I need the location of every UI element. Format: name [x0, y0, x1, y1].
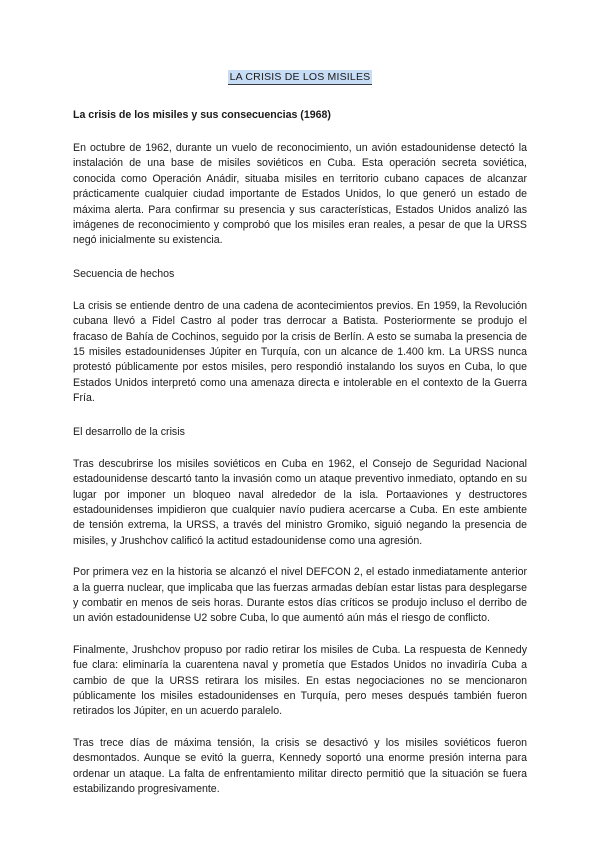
- document-title-text[interactable]: LA CRISIS DE LOS MISILES: [229, 71, 371, 83]
- document-page: [73, 68, 527, 813]
- document-title: [73, 68, 527, 86]
- paragraph: Tras descubrirse los misiles soviéticos en Cuba en 1962, el Consejo de Seguridad Nacional estadounidense descartó tanto la invasión como un ataque preventivo inmediato, optando en su lugar por imponer un bloqueo naval alrededor de la isla. Portaaviones y destructores estadounidenses impidieron que cualquier navío pudiera acercarse a Cuba. En este ambiente de tensión extrema, la URSS, a través del ministro Gromiko, siguió negando la presencia de misiles, y Jrushchov calificó la actitud estadounidense como una agresión.: [73, 457, 527, 547]
- paragraph: La crisis se entiende dentro de una cadena de acontecimientos previos. En 1959, la Revolución cubana llevó a Fidel Castro al poder tras derrocar a Batista. Posteriormente se produjo el fracaso de Bahía de Cochinos, seguido por la crisis de Berlín. A esto se sumaba la presencia de 15 misiles estadounidenses Júpiter en Turquía, con un alcance de 1.400 km. La URSS nunca protestó públicamente por estos misiles, pero respondió instalando los suyos en Cuba, lo que Estados Unidos interpretó como una amenaza directa e intolerable en el contexto de la Guerra Fría.: [73, 299, 527, 405]
- paragraph: Finalmente, Jrushchov propuso por radio retirar los misiles de Cuba. La respuesta de Kennedy fue clara: eliminaría la cuarentena naval y prometía que Estados Unidos no invadiría Cuba a cambio de que la URSS retirara los misiles. En estas negociaciones no se mencionaron públicamente los misiles estadounidenses en Turquía, pero meses después también fueron retirados los Júpiter, en un acuerdo paralelo.: [73, 643, 527, 718]
- paragraph: Por primera vez en la historia se alcanzó el nivel DEFCON 2, el estado inmediatamente anterior a la guerra nuclear, que implicaba que las fuerzas armadas debían estar listas para desplegarse y combatir en menos de seis horas. Durante estos días críticos se produjo incluso el derribo de un avión estadounidense U2 sobre Cuba, lo que aumentó aún más el riesgo de conflicto.: [73, 566, 527, 625]
- section-heading-desarrollo: El desarrollo de la crisis: [73, 425, 185, 438]
- paragraph: Tras trece días de máxima tensión, la crisis se desactivó y los misiles soviéticos fueron desmontados. Aunque se evitó la guerra, Kennedy soportó una enorme presión interna para ordenar un ataque. La falta de enfrentamiento militar directo permitió que la situación se fuera estabilizando progresivamente.: [73, 736, 527, 795]
- section-heading-secuencia: Secuencia de hechos: [73, 267, 175, 280]
- intro-paragraph: En octubre de 1962, durante un vuelo de reconocimiento, un avión estadounidense detectó la instalación de una base de misiles soviéticos en Cuba. Esta operación secreta soviética, conocida como Operación Anádir, situaba misiles en territorio cubano capaces de alcanzar prácticamente cualquier ciudad importante de Estados Unidos, lo que generó un estado de máxima alerta. Para confirmar su presencia y sus características, Estados Unidos analizó las imágenes de reconocimiento y comprobó que los misiles eran reales, a pesar de que la URSS negó inicialmente su existencia.: [73, 142, 527, 247]
- document-subtitle: La crisis de los misiles y sus consecuencias (1968): [73, 109, 331, 121]
